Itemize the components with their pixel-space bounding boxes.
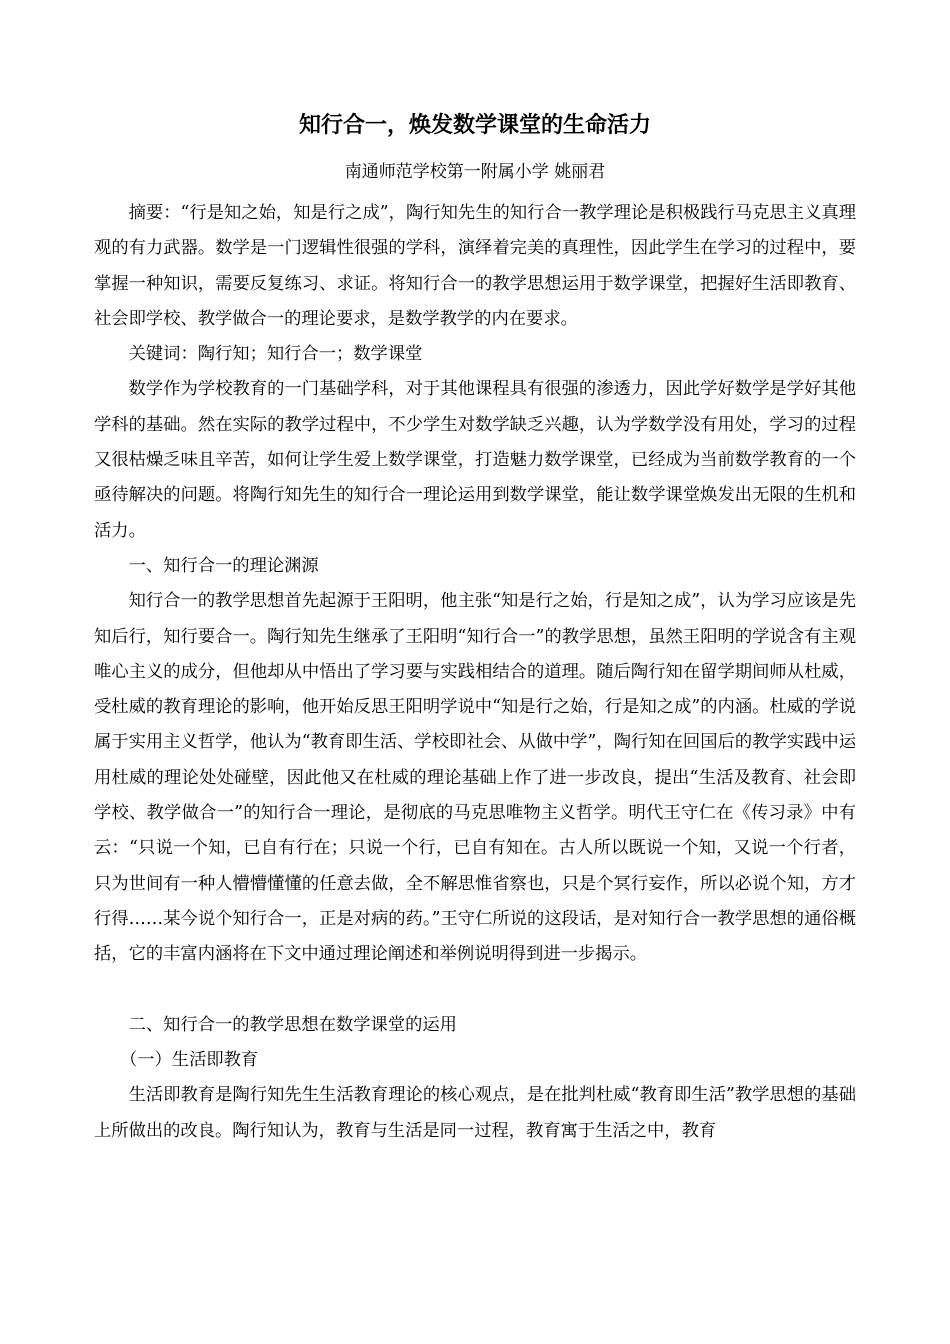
- blank-line: [94, 973, 856, 1008]
- document-body: [94, 196, 856, 1149]
- subsection-1-paragraph: 生活即教育是陶行知先生生活教育理论的核心观点，是在批判杜威“教育即生活”教学思想的基础上所做出的改良。陶行知认为，教育与生活是同一过程，教育寓于生活之中，教育: [94, 1085, 856, 1141]
- subsection-1-heading: （一）生活即教育: [119, 1050, 259, 1071]
- author-line: 南通师范学校第一附属小学 姚丽君: [344, 162, 606, 182]
- document-title: 知行合一，焕发数学课堂的生命活力: [298, 113, 651, 138]
- section-1-paragraph: 知行合一的教学思想首先起源于王阳明，他主张“知是行之始，行是知之成”，认为学习应该是先知后行，知行要合一。陶行知先生继承了王阳明“知行合一”的教学思想，虽然王阳明的学说含有主观唯心主义的成分，但他却从中悟出了学习要与实践相结合的道理。随后陶行知在留学期间师从杜威，受杜威的教育理论的影响，他开始反思王阳明学说中“知是行之始，行是知之成”的内涵。杜威的学说属于实用主义哲学，他认为“教育即生活、学校即社会、从做中学”，陶行知在回国后的教学实践中运用杜威的理论处处碰壁，因此他又在杜威的理论基础上作了进一步改良，提出“生活及教育、社会即学校、教学做合一”的知行合一理论，是彻底的马克思唯物主义哲学。明代王守仁在《传习录》中有云：“只说一个知，已自有行在；只说一个行，已自有知在。古人所以既说一个知，又说一个行者，只为世间有一种人懵懵懂懂的任意去做，全不解思惟省察也，只是个冥行妄作，所以必说个知，方才行得……某今说个知行合一，正是对病的药。”王守仁所说的这段话，是对知行合一教学思想的通俗概括，它的丰富内涵将在下文中通过理论阐述和举例说明得到进一步揭示。: [94, 591, 856, 965]
- intro-paragraph: 数学作为学校教育的一门基础学科，对于其他课程具有很强的渗透力，因此学好数学是学好其他学科的基础。然在实际的教学过程中，不少学生对数学缺乏兴趣，认为学数学没有用处，学习的过程又很枯燥乏味且辛苦，如何让学生爱上数学课堂，打造魅力数学课堂，已经成为当前数学教育的一个亟待解决的问题。将陶行知先生的知行合一理论运用到数学课堂，能让数学课堂焕发出无限的生机和活力。: [94, 379, 856, 541]
- keywords-line: 关键词：陶行知；知行合一；数学课堂: [128, 344, 423, 365]
- section-2-heading: 二、知行合一的教学思想在数学课堂的运用: [128, 1014, 457, 1035]
- section-1-heading: 一、知行合一的理论渊源: [128, 555, 319, 576]
- abstract-paragraph: 摘要：“行是知之始，知是行之成”，陶行知先生的知行合一教学理论是积极践行马克思主义真理观的有力武器。数学是一门逻辑性很强的学科，演绎着完美的真理性，因此学生在学习的过程中，要掌握一种知识，需要反复练习、求证。将知行合一的教学思想运用于数学课堂，把握好生活即教育、社会即学校、教学做合一的理论要求，是数学教学的内在要求。: [94, 203, 856, 329]
